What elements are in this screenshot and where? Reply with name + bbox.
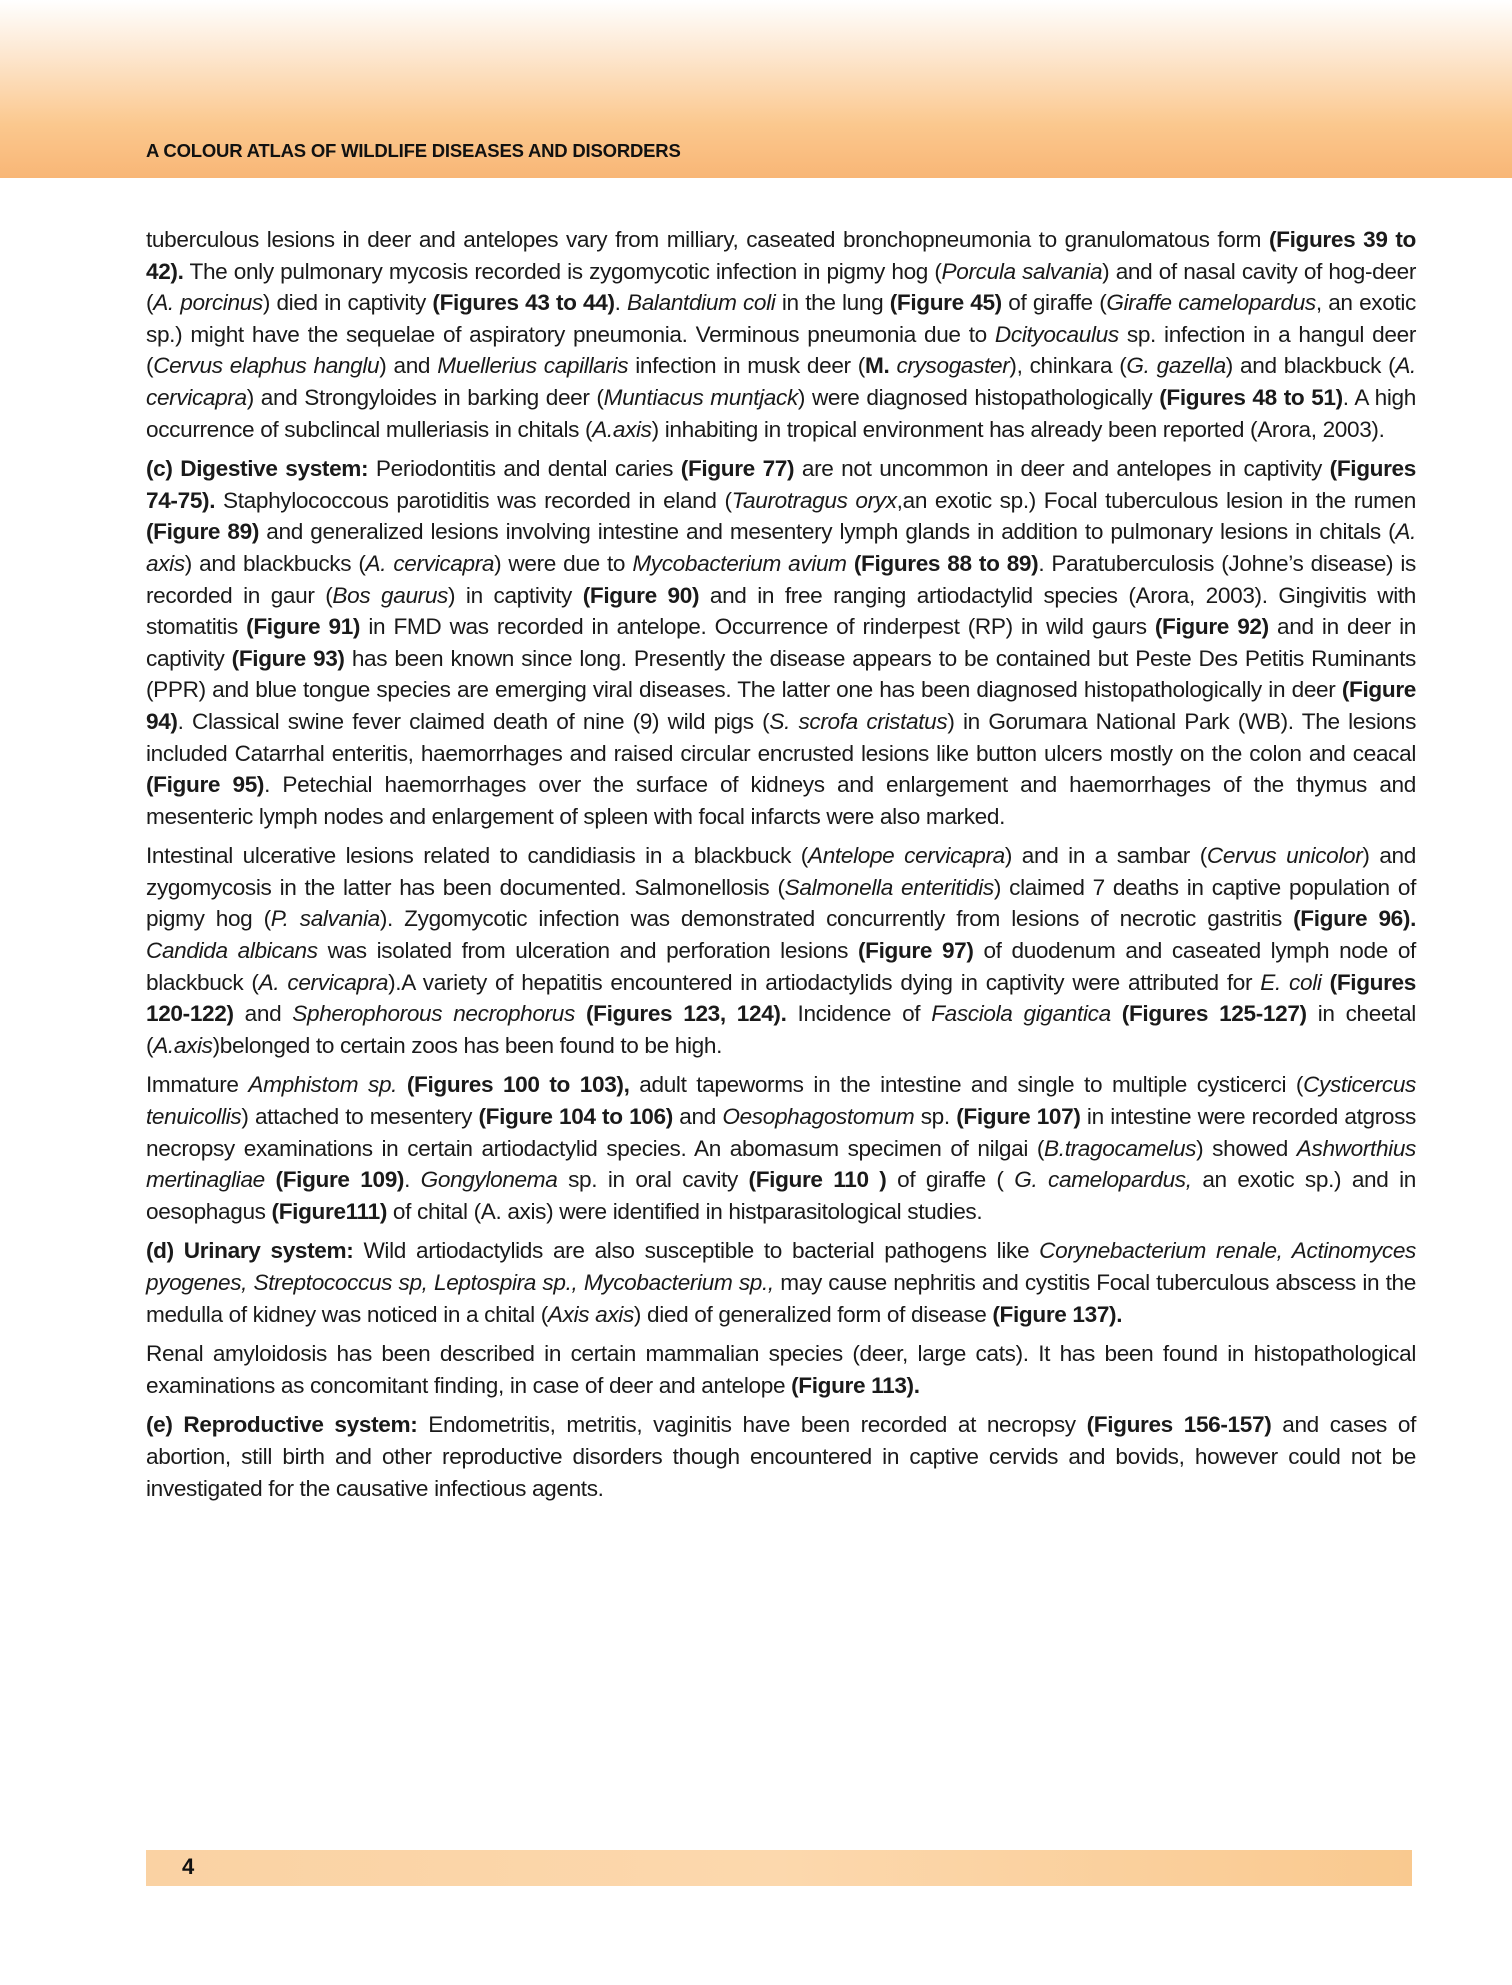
text-run: and in free ranging artiodactylid species (Arora, 2003). Gingivitis with stomatitis <box>146 582 1417 640</box>
text-run: Endometritis, metritis, vaginitis have been recorded at necropsy <box>417 1412 1087 1438</box>
text-run: Gongylonema <box>420 1167 558 1193</box>
text-run: ) and Strongyloides in barking deer ( <box>246 384 604 410</box>
text-run: Porcula salvania <box>941 258 1103 284</box>
text-run: an exotic sp.) and in oesophagus <box>146 1167 1416 1224</box>
text-run: Cervus elaphus hanglu <box>153 353 380 379</box>
body-text <box>146 224 1416 1512</box>
text-run: Wild artiodactylids are also susceptible to bacterial pathogens like <box>353 1238 1040 1264</box>
text-run: of giraffe ( <box>1001 290 1107 316</box>
text-run: Salmonella enteritidis <box>784 874 994 900</box>
text-run: (Figures 123, 124). <box>585 1001 787 1027</box>
text-run <box>1322 970 1330 995</box>
text-run: of chital (A. axis) were identified in histparasitological studies. <box>387 1198 983 1224</box>
text-run: in FMD was recorded in antelope. Occurrence of rinderpest (RP) in wild gaurs <box>360 614 1155 640</box>
text-run: Intestinal ulcerative lesions related to candidiasis in a blackbuck ( <box>146 843 808 869</box>
text-run: and cases of abortion, still birth and other reproductive disorders though encountered in captive cervids and bovids, however could not be investigated for the causative infectious agents. <box>146 1412 1416 1501</box>
text-run: Corynebacterium renale, Actinomyces pyogenes, Streptococcus sp, Leptospira sp., Mycobacterium sp., <box>146 1238 1416 1295</box>
text-run: (Figure 91) <box>246 614 361 640</box>
text-run: ) and blackbucks ( <box>184 550 366 576</box>
text-run: , an exotic sp.) might have the sequelae of aspiratory pneumonia. Verminous pneumonia due to <box>146 290 1416 347</box>
paragraph-renal-amyloidosis <box>146 1338 1416 1401</box>
text-run: and <box>233 1001 293 1027</box>
text-run: (Figure 107) <box>956 1104 1081 1130</box>
text-run: has been known since long. Presently the disease appears to be contained but Peste Des Petitis Ruminants (PPR) and blue tongue species are emerging viral diseases. The latter one has been diagnosed histopathologically in deer <box>146 645 1416 703</box>
text-run: . Classical swine fever claimed death of nine (9) wild pigs ( <box>177 708 770 734</box>
text-run: Giraffe camelopardus <box>1106 290 1316 316</box>
text-run: Amphistom sp. <box>248 1072 398 1098</box>
text-run: ) in Gorumara National Park (WB). The lesions included Catarrhal enteritis, haemorrhages and raised circular encrusted lesions like button ulcers mostly on the colon and ceacal <box>146 708 1417 766</box>
text-run: ) and in a sambar ( <box>1004 843 1207 869</box>
text-run: Mycobacterium avium <box>632 550 847 576</box>
paragraph-intestinal-lesions <box>146 840 1416 1061</box>
text-run: (Figure 109) <box>275 1167 405 1193</box>
text-run: Periodontitis and dental caries <box>368 456 681 482</box>
text-run: Incidence of <box>786 1001 932 1027</box>
text-run: was isolated from ulceration and perforation lesions <box>317 938 858 964</box>
text-run: (Figure 45) <box>889 290 1002 316</box>
text-run: Balantdium coli <box>627 290 776 316</box>
text-run: tuberculous lesions in deer and antelopes vary from milliary, caseated bronchopneumonia to granulomatous form <box>146 227 1269 252</box>
text-run: ) were due to <box>494 550 633 576</box>
text-run: (Figure111) <box>271 1198 387 1224</box>
text-run: Renal amyloidosis has been described in certain mammalian species (deer, large cats). It has been found in histopathological examinations as concomitant finding, in case of deer and antelope <box>146 1341 1416 1398</box>
text-run: ) died in captivity <box>262 290 433 316</box>
text-run: ) showed <box>1196 1135 1297 1161</box>
text-run: Taurotragus oryx <box>731 487 897 513</box>
text-run: B.tragocamelus <box>1044 1135 1197 1161</box>
text-run: S. scrofa cristatus <box>769 708 948 734</box>
text-run: A. cervicapra <box>258 969 389 995</box>
text-run: ) in captivity <box>448 582 583 608</box>
text-run: Dcityocaulus <box>994 321 1119 347</box>
text-run: )belonged to certain zoos has been found to be high. <box>212 1032 723 1058</box>
text-run: are not uncommon in deer and antelopes in captivity <box>794 456 1330 482</box>
paragraph-parasites <box>146 1069 1416 1227</box>
text-run: ) and blackbuck ( <box>1225 353 1396 379</box>
text-run: ) and zygomycosis in the latter has been documented. Salmonellosis ( <box>146 843 1416 900</box>
text-run: (Figures 39 to 42). <box>146 227 1417 284</box>
text-run: ) were diagnosed histopathologically <box>797 384 1160 410</box>
text-run: Bos gaurus <box>332 582 449 608</box>
text-run: . <box>614 290 627 316</box>
text-run: Candida albicans <box>146 938 318 964</box>
text-run: ) claimed 7 deaths in captive population of pigmy hog ( <box>146 874 1416 932</box>
text-run: . A high occurrence of subclincal mulleriasis in chitals ( <box>146 384 1416 442</box>
text-run: sp. in oral cavity <box>557 1167 749 1193</box>
text-run: (Figure 90) <box>582 582 700 608</box>
text-run: A. cervicapra <box>365 550 495 576</box>
text-run: A.axis <box>153 1032 213 1058</box>
text-run: (Figure 93) <box>231 645 345 671</box>
paragraph-respiratory <box>146 224 1416 445</box>
text-run: (Figures 156-157) <box>1086 1412 1272 1438</box>
text-run: The only pulmonary mycosis recorded is zygomycotic infection in pigmy hog ( <box>183 258 942 284</box>
text-run: in cheetal ( <box>146 1001 1416 1058</box>
text-run: (Figure 77) <box>680 456 795 482</box>
text-run: Staphylococcous parotiditis was recorded in eland ( <box>215 487 732 513</box>
text-run: (Figure 104 to 106) <box>478 1104 673 1130</box>
text-run: A.axis <box>592 416 652 442</box>
text-run: (Figures 125-127) <box>1121 1001 1307 1027</box>
text-run: G. gazella <box>1126 353 1226 379</box>
text-run: ) and <box>379 353 438 379</box>
text-run: ) inhabiting in tropical environment has already been reported (Arora, 2003). <box>651 416 1385 442</box>
text-run: and generalized lesions involving intestine and mesentery lymph glands in addition to pulmonary lesions in chitals ( <box>259 519 1396 545</box>
running-title: A COLOUR ATLAS OF WILDLIFE DISEASES AND DISORDERS <box>146 140 681 161</box>
text-run: (Figures 120-122) <box>146 969 1416 1027</box>
text-run: Ashworthius mertinagliae <box>146 1135 1416 1193</box>
text-run: Fasciola gigantica <box>931 1001 1111 1027</box>
text-run: infection in musk deer ( <box>628 353 865 379</box>
text-run: ). Zygomycotic infection was demonstrated concurrently from lesions of necrotic gastritis <box>379 906 1294 932</box>
text-run: (Figure 94) <box>146 677 1416 734</box>
text-run: E. coli <box>1260 969 1322 995</box>
text-run: may cause nephritis and cystitis Focal tuberculous abscess in the medulla of kidney was noticed in a chital ( <box>146 1270 1416 1327</box>
text-run: Cysticercus tenuicollis <box>146 1072 1416 1130</box>
text-run: adult tapeworms in the intestine and single to multiple cysticerci ( <box>629 1072 1304 1098</box>
text-run: (Figures 100 to 103), <box>406 1072 630 1098</box>
text-run: (Figure 89) <box>146 519 260 545</box>
text-run: Muellerius capillaris <box>437 353 629 379</box>
text-run <box>265 1167 276 1192</box>
text-run: (Figures 74-75). <box>146 456 1416 513</box>
text-run: crysogaster <box>889 353 1010 379</box>
text-run: ).A variety of hepatitis encountered in artiodactylids dying in captivity were attributed for <box>388 969 1261 995</box>
text-run: Antelope cervicapra <box>807 843 1005 869</box>
text-run <box>575 1001 586 1026</box>
text-run: ), chinkara ( <box>1009 353 1127 379</box>
paragraph-urinary-system <box>146 1235 1416 1330</box>
text-run: (Figures 88 to 89) <box>853 550 1039 576</box>
text-run: sp. <box>914 1104 957 1130</box>
text-run: Axis axis <box>547 1301 634 1327</box>
text-run: Cervus unicolor <box>1206 843 1363 869</box>
text-run: ) attached to mesentery <box>241 1104 479 1130</box>
text-run: . <box>404 1167 421 1193</box>
text-run: G. camelopardus, <box>1014 1167 1192 1193</box>
text-run: and in deer in captivity <box>146 614 1416 671</box>
text-run: (Figure 96). <box>1293 906 1416 932</box>
text-run: Muntiacus muntjack <box>603 384 798 410</box>
text-run: (Figures 43 to 44) <box>432 290 615 316</box>
text-run: (Figure 92) <box>1154 614 1269 640</box>
text-run: in the lung <box>775 290 890 316</box>
text-run: sp. infection in a hangul deer ( <box>146 321 1416 379</box>
footer-band <box>146 1850 1412 1886</box>
text-run: A. porcinus <box>153 290 263 316</box>
text-run: (Figures 48 to 51) <box>1159 384 1343 410</box>
text-run: (Figure 137). <box>992 1301 1123 1327</box>
text-run: Immature <box>146 1072 249 1098</box>
paragraph-reproductive-system <box>146 1409 1416 1504</box>
text-run <box>397 1072 407 1097</box>
text-run <box>847 551 854 576</box>
text-run: A. cervicapra <box>146 353 1416 410</box>
text-run <box>1111 1001 1122 1026</box>
text-run: ,an exotic sp.) Focal tuberculous lesion in the rumen <box>896 487 1416 513</box>
text-run: (Figure 97) <box>857 938 974 964</box>
text-run: . Paratuberculosis (Johne’s disease) is recorded in gaur ( <box>146 550 1417 608</box>
text-run: (c) Digestive system: <box>146 456 369 482</box>
text-run: and <box>672 1104 723 1130</box>
paragraph-digestive-system <box>146 453 1416 832</box>
page-number: 4 <box>182 1854 195 1879</box>
text-run: A. axis <box>146 519 1416 576</box>
text-run: of giraffe ( <box>886 1167 1015 1193</box>
text-run: M. <box>864 353 890 379</box>
text-run: ) and of nasal cavity of hog-deer ( <box>146 258 1416 316</box>
text-run: (Figure 110 ) <box>748 1167 887 1193</box>
text-run: ) died of generalized form of disease <box>633 1301 993 1327</box>
text-run: (Figure 95) <box>146 772 265 798</box>
text-run: of duodenum and caseated lymph node of blackbuck ( <box>146 938 1416 995</box>
text-run: Oesophagostomum <box>722 1104 915 1130</box>
text-run: in intestine were recorded atgross necropsy examinations in certain artiodactylid species. An abomasum specimen of nilgai ( <box>146 1104 1416 1161</box>
text-run: Spherophorous necrophorus <box>292 1001 575 1027</box>
text-run: . Petechial haemorrhages over the surface of kidneys and enlargement and haemorrhages of the thymus and mesenteric lymph nodes and enlargement of spleen with focal infarcts were also marked. <box>146 772 1416 829</box>
text-run: P. salvania <box>270 906 380 932</box>
text-run: (d) Urinary system: <box>146 1238 354 1264</box>
text-run: (e) Reproductive system: <box>146 1412 418 1438</box>
text-run: (Figure 113). <box>791 1372 920 1398</box>
